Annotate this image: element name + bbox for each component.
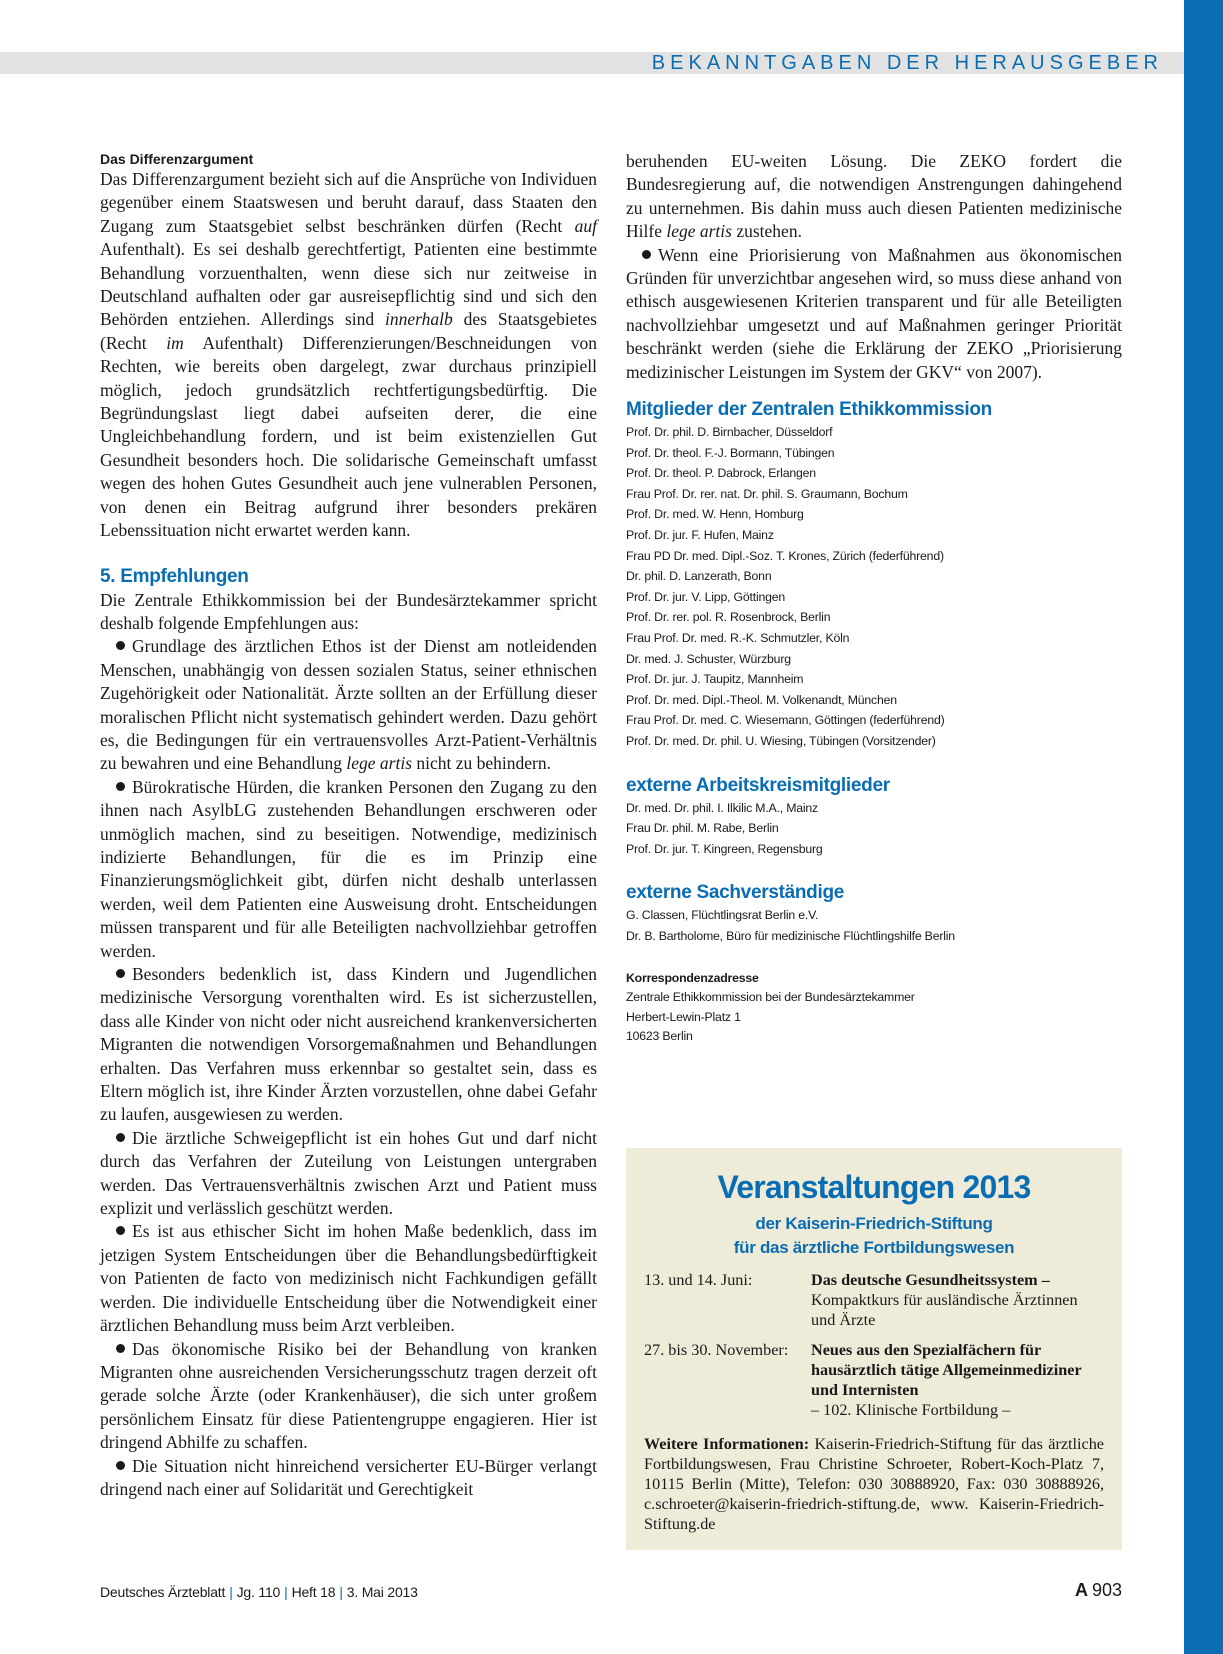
events-subtitle-line-2: für das ärztliche Fortbildungswesen (733, 1238, 1015, 1257)
footer-citation (100, 1584, 418, 1600)
event-description (811, 1270, 1104, 1330)
italic-text: im (166, 332, 184, 353)
bullet-icon (116, 969, 125, 978)
correspondence-address (626, 969, 1122, 1047)
member-entry: Prof. Dr. theol. F.-J. Bormann, Tübingen (626, 445, 835, 460)
footer-separator: | (229, 1584, 233, 1600)
text-run: Besonders bedenklich ist, dass Kindern und Jugendlichen medizinische Versorgung vorenthalten wird. Es ist sicherzustellen, dass alle Kinder von nicht oder nicht ausreichend krankenversicherten Migranten die notwendigen Vorsorgemaßnahmen und Behandlungen erhalten. Das Verfahren muss erkennbar so gestaltet sein, dass es Eltern möglich ist, ihre Kinder Ärzten vorzustellen, ohne dabei Gefahr zu laufen, ausgewiesen zu werden. (100, 964, 597, 1125)
side-color-bar (1184, 0, 1223, 1654)
address-line-3: 10623 Berlin (626, 1029, 693, 1044)
external-member-entry: Prof. Dr. jur. T. Kingreen, Regensburg (626, 841, 823, 856)
bullet-icon (116, 1344, 125, 1353)
section-intro-paragraph: Die Zentrale Ethikkommission bei der Bundesärztekammer spricht deshalb folgende Empfehlungen aus: (100, 589, 597, 633)
recommendation-3 (100, 963, 597, 1127)
italic-text: innerhalb (385, 309, 453, 330)
text-run: Die Situation nicht hinreichend versicherter EU-Bürger verlangt dringend nach einer auf Solidarität und Gerechtigkeit (100, 1455, 597, 1499)
events-info-label: Weitere Informationen: (644, 1435, 810, 1453)
bullet-icon (116, 1226, 125, 1235)
bullet-icon (116, 782, 125, 791)
member-entry: Frau PD Dr. med. Dipl.-Soz. T. Krones, Zürich (federführend) (626, 548, 944, 563)
events-subtitle (626, 1212, 1122, 1260)
text-run: Grundlage des ärztlichen Ethos ist der Dienst am notleidenden Menschen, unabhängig von dessen sozialen Status, seiner ethnischen Zugehörigkeit oder Nationalität. Ärzte sollten an der Erfüllung dieser moralischen Pflicht nicht systematisch gehindert werden. Dazu gehört es, die Bedingungen für ein vertrauensvolles Arzt-Patient-Verhältnis zu bewahren und eine Behandlung (100, 636, 597, 774)
page-number (1075, 1580, 1122, 1601)
address-title: Korrespondenzadresse (626, 970, 759, 985)
member-entry: Dr. phil. D. Lanzerath, Bonn (626, 569, 772, 584)
bullet-icon (116, 1133, 125, 1142)
event-row-1 (626, 1270, 1122, 1330)
member-entry: Prof. Dr. med. W. Henn, Homburg (626, 507, 804, 522)
external-member-entry: Frau Dr. phil. M. Rabe, Berlin (626, 821, 779, 836)
events-box (626, 1148, 1122, 1550)
event-row-2 (626, 1340, 1122, 1420)
text-run: beruhenden EU-weiten Lösung. Die ZEKO fordert die Bundesregierung auf, die notwendigen Anstrengungen dahingehend zu unternehmen. Bis dahin muss auch diesen Patienten medizinische Hilfe (626, 151, 1122, 242)
footer-separator: | (339, 1584, 343, 1600)
member-entry: Prof. Dr. jur. V. Lipp, Göttingen (626, 589, 786, 604)
recommendation-6 (100, 1338, 597, 1455)
text-run: Aufenthalt) Differenzierungen/Beschneidungen von Rechten, wie bereits oben dargelegt, zwar durchaus prinzipiell möglich, jedoch grundsätzlich rechtfertigungsbedürftig. Die Begründungslast liegt dabei aufseiten derer, die eine Ungleichbehandlung fordern, und ist beim existenziellen Gut Gesundheit besonders hoch. Die solidarische Gemeinschaft umfasst wegen des hohen Gutes Gesundheit auch jene vulnerablen Personen, von denen ein Beitrag aufgrund ihrer besonders prekären Lebenssituation nicht erwartet werden kann. (100, 332, 597, 541)
experts-list (626, 905, 1122, 946)
footer-separator: | (284, 1584, 288, 1600)
text-run: Aufenthalt). Es sei deshalb gerechtfertigt, Patienten eine bestimmte Behandlung vorzuenthalten, wenn diese sich nur zeitweise in Deutschland aufhalten oder gar ausreisepflichtig sind und sich den Behörden entziehen. Allerdings sind (100, 239, 597, 330)
footer-volume: Jg. 110 (236, 1584, 281, 1600)
event-title: Neues aus den Spezialfächern für hausärztlich tätige Allgemeinmediziner und Internisten (811, 1341, 1082, 1399)
events-info (626, 1434, 1122, 1534)
recommendation-4 (100, 1127, 597, 1221)
italic-text: lege artis (666, 221, 732, 242)
recommendation-1 (100, 635, 597, 775)
page-prefix: A (1074, 1580, 1088, 1600)
member-entry: Prof. Dr. phil. D. Birnbacher, Düsseldorf (626, 425, 833, 440)
events-subtitle-line-1: der Kaiserin-Friedrich-Stiftung (755, 1214, 993, 1233)
left-column (100, 150, 597, 1501)
event-title: Das deutsche Gesundheitssystem – (811, 1271, 1050, 1289)
bullet-icon (116, 641, 125, 650)
intro-paragraph (100, 168, 597, 543)
text-run: Die ärztliche Schweigepflicht ist ein hohes Gut und darf nicht durch das Verfahren der Zuteilung von Leistungen untergraben werden. Das Vertrauensverhältnis zwischen Arzt und Patient muss explizit und verlässlich geschützt werden. (100, 1127, 597, 1219)
external-member-entry: Dr. med. Dr. phil. I. Ilkilic M.A., Mainz (626, 800, 819, 815)
member-entry: Frau Prof. Dr. rer. nat. Dr. phil. S. Graumann, Bochum (626, 486, 908, 501)
text-run: Das ökonomische Risiko bei der Behandlung von kranken Migranten ohne ausreichenden Versicherungsschutz tragen derzeit oft gerade solche Ärzte (oder Krankenhäuser), die sich unter großem persönlichem Einsatz für diese Patientengruppe engagieren. Hier ist dringend Abhilfe zu schaffen. (100, 1338, 597, 1453)
address-line-2: Herbert-Lewin-Platz 1 (626, 1009, 741, 1024)
right-column (626, 150, 1122, 1047)
event-description (811, 1340, 1104, 1420)
recommendation-7 (100, 1455, 597, 1502)
external-members-list (626, 798, 1122, 860)
text-run: zustehen. (731, 221, 802, 242)
member-entry: Prof. Dr. jur. J. Taupitz, Mannheim (626, 672, 804, 687)
members-title: Mitglieder der Zentralen Ethikkommission (626, 399, 992, 421)
events-info-text: Kaiserin-Friedrich-Stiftung für das ärztliche Fortbildungswesen, Frau Christine Schroeter, Robert-Koch-Platz 7, 10115 Berlin (Mitte), Telefon: 030 30888920, Fax: 030 30888926, c.schroeter@kaiserin-friedrich-stiftung.de, www. Kaiserin-Friedrich-Stiftung.de (644, 1435, 1104, 1533)
text-run: Wenn eine Priorisierung von Maßnahmen aus ökonomischen Gründen für unverzichtbar angesehen wird, so muss diese anhand von ethisch ausgewiesenen Kriterien transparent und für alle Beteiligten nachvollziehbar umgesetzt und auf Maßnahmen geringer Priorität beschränkt werden (siehe die Erklärung der ZEKO „Priorisierung medizinischer Leistungen im System der GKV“ von 2007). (626, 244, 1122, 382)
external-members-title: externe Arbeitskreismitglieder (626, 774, 890, 796)
text-run: Bürokratische Hürden, die kranken Personen den Zugang zu den ihnen nach AsylbLG zustehenden Behandlungen erschweren oder unmöglich machen, sind zu beseitigen. Notwendige, medizinisch indizierte Behandlungen, für die es im Prinzip eine Finanzierungsmöglichkeit gibt, dürfen nicht deshalb unterlassen werden, weil dem Patienten eine Ausweisung droht. Entscheidungen müssen transparent und für alle Beteiligten nachvollziehbar getroffen werden. (100, 776, 597, 961)
recommendation-8 (626, 244, 1122, 384)
recommendation-2 (100, 776, 597, 963)
member-entry: Frau Prof. Dr. med. R.-K. Schmutzler, Köln (626, 631, 850, 645)
text-run: Es ist aus ethischer Sicht im hohen Maße bedenklich, dass im jetzigen System Entscheidungen über die Behandlungsbedürftigkeit von Patienten de facto von medizinisch nicht Fachkundigen gefällt werden. Die individuelle Entscheidung über die Notwendigkeit einer ärztlichen Behandlung muss beim Arzt verbleiben. (100, 1221, 597, 1336)
expert-entry: Dr. B. Bartholome, Büro für medizinische Flüchtlingshilfe Berlin (626, 928, 955, 943)
event-detail: – 102. Klinische Fortbildung – (811, 1401, 1011, 1419)
subhead-differenzargument: Das Differenzargument (100, 151, 254, 167)
text-run: Das Differenzargument bezieht sich auf die Ansprüche von Individuen gegenüber einem Staatswesen und beruht darauf, dass Staaten den Zugang zum Staatsgebiet selbst beschränken dürfen (Recht (100, 169, 597, 236)
footer-journal: Deutsches Ärzteblatt (100, 1584, 226, 1600)
event-date: 13. und 14. Juni: (644, 1271, 753, 1289)
section-title-empfehlungen: 5. Empfehlungen (100, 565, 249, 587)
member-entry: Prof. Dr. med. Dr. phil. U. Wiesing, Tübingen (Vorsitzender) (626, 733, 936, 748)
bullet-icon (642, 250, 651, 259)
text-run: nicht zu behindern. (412, 753, 551, 774)
recommendation-5 (100, 1220, 597, 1337)
expert-entry: G. Classen, Flüchtlingsrat Berlin e.V. (626, 908, 819, 923)
events-title: Veranstaltungen 2013 (717, 1169, 1031, 1205)
section-header-title: BEKANNTGABEN DER HERAUSGEBER (651, 52, 1163, 74)
members-list (626, 422, 1122, 752)
page-number-value: 903 (1091, 1580, 1122, 1600)
continuation-paragraph (626, 150, 1122, 244)
experts-title: externe Sachverständige (626, 882, 845, 904)
text-run: des Staatsgebietes (Recht (100, 309, 597, 353)
member-entry: Prof. Dr. theol. P. Dabrock, Erlangen (626, 466, 816, 481)
footer-issue: Heft 18 (291, 1584, 336, 1600)
member-entry: Prof. Dr. med. Dipl.-Theol. M. Volkenandt, München (626, 692, 897, 707)
bullet-icon (116, 1461, 125, 1470)
address-line-1: Zentrale Ethikkommission bei der Bundesärztekammer (626, 990, 915, 1005)
member-entry: Frau Prof. Dr. med. C. Wiesemann, Göttingen (federführend) (626, 713, 945, 728)
italic-text: auf (574, 215, 597, 236)
member-entry: Prof. Dr. jur. F. Hufen, Mainz (626, 528, 774, 543)
italic-text: lege artis (346, 753, 413, 774)
member-entry: Dr. med. J. Schuster, Würzburg (626, 651, 791, 666)
event-detail: Kompaktkurs für ausländische Ärztinnen und Ärzte (811, 1291, 1078, 1329)
event-date: 27. bis 30. November: (644, 1341, 789, 1359)
footer-date: 3. Mai 2013 (346, 1584, 418, 1600)
member-entry: Prof. Dr. rer. pol. R. Rosenbrock, Berlin (626, 610, 831, 625)
